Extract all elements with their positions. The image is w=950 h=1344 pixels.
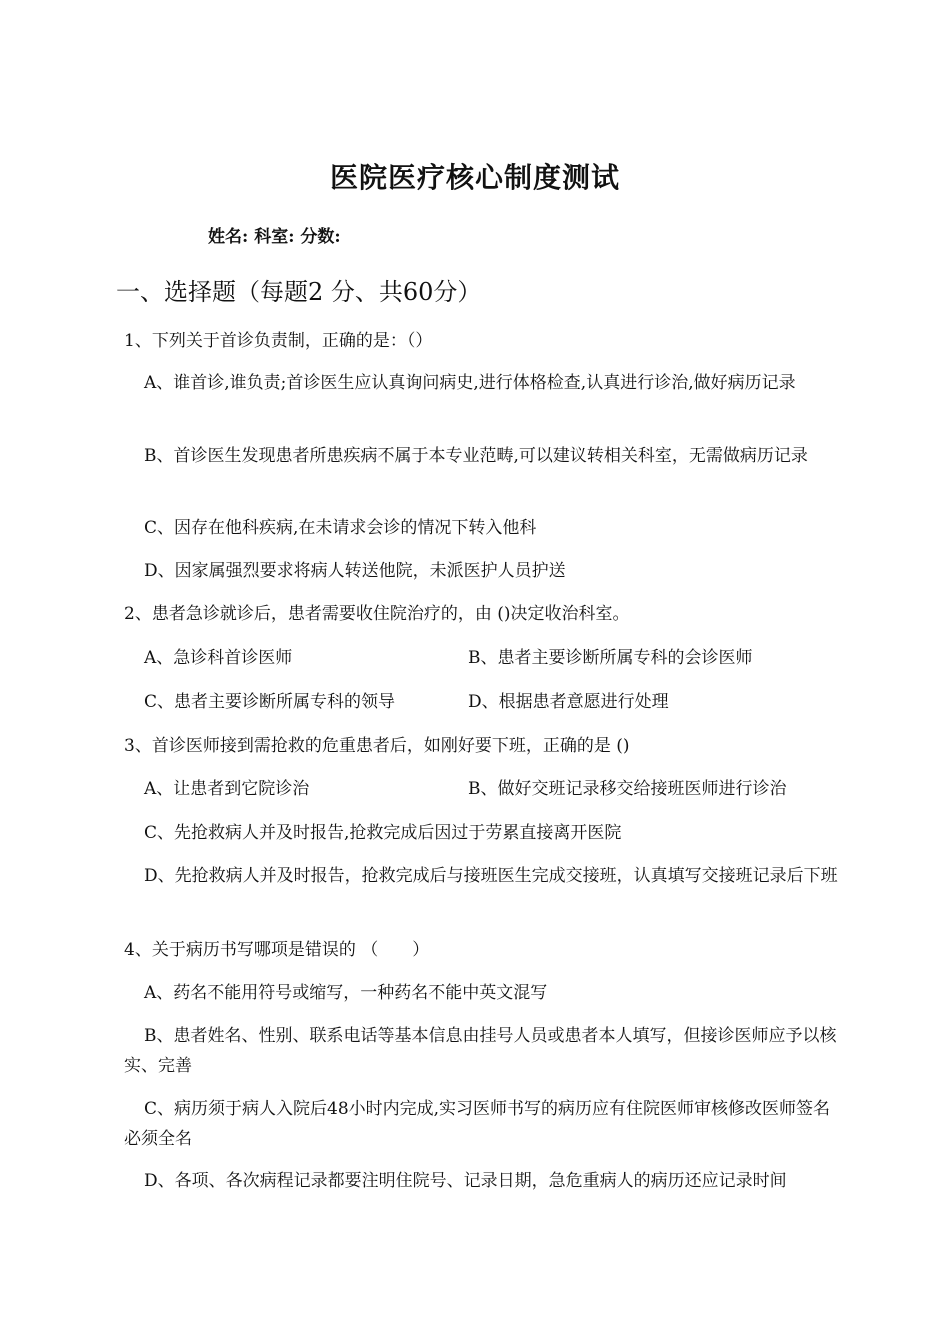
question-3-stem: 3、首诊医师接到需抢救的危重患者后，如刚好要下班，正确的是 () [124, 736, 630, 756]
question-2-option-c: C、患者主要诊断所属专科的领导 [144, 692, 396, 712]
document-title: 医院医疗核心制度测试 [329, 161, 620, 194]
question-4-option-a: A、药名不能用符号或缩写，一种药名不能中英文混写 [144, 983, 548, 1003]
question-3-option-d: D、先抢救病人并及时报告，抢救完成后与接班医生完成交接班，认真填写交接班记录后下班 [144, 866, 838, 886]
question-3-option-a: A、让患者到它院诊治 [144, 779, 310, 799]
question-1-option-c: C、因存在他科疾病,在未请求会诊的情况下转入他科 [144, 518, 537, 538]
question-4-option-b: B、患者姓名、性别、联系电话等基本信息由挂号人员或患者本人填写，但接诊医师应予以核实、完善 [124, 1026, 837, 1076]
question-1-stem: 1、下列关于首诊负责制，正确的是：（） [124, 331, 433, 351]
question-4-stem: 4、关于病历书写哪项是错误的 （ ） [124, 940, 430, 960]
question-2-stem: 2、患者急诊就诊后，患者需要收住院治疗的，由 ()决定收治科室。 [124, 604, 630, 624]
question-1-option-b: B、首诊医生发现患者所患疾病不属于本专业范畴,可以建议转相关科室，无需做病历记录 [144, 446, 808, 466]
question-3-option-b: B、做好交班记录移交给接班医师进行诊治 [468, 779, 787, 799]
question-3-option-c: C、先抢救病人并及时报告,抢救完成后因过于劳累直接离开医院 [144, 823, 622, 843]
question-4-option-c: C、病历须于病人入院后48小时内完成,实习医师书写的病历应有住院医师审核修改医师签名必须全名 [124, 1099, 831, 1149]
question-2-option-b: B、患者主要诊断所属专科的会诊医师 [468, 648, 753, 668]
question-2-option-a: A、急诊科首诊医师 [144, 648, 293, 668]
question-1-option-a: A、谁首诊,谁负责;首诊医生应认真询问病史,进行体格检查,认真进行诊治,做好病历记录 [144, 373, 796, 393]
question-2-option-d: D、根据患者意愿进行处理 [468, 692, 669, 712]
section-heading: 一、选择题（每题2 分、共60分） [116, 278, 482, 306]
question-1-option-d: D、因家属强烈要求将病人转送他院，未派医护人员护送 [144, 561, 566, 581]
name-department-score-line: 姓名: 科室: 分数: [208, 227, 341, 247]
question-4-option-d: D、各项、各次病程记录都要注明住院号、记录日期，急危重病人的病历还应记录时间 [144, 1171, 787, 1191]
